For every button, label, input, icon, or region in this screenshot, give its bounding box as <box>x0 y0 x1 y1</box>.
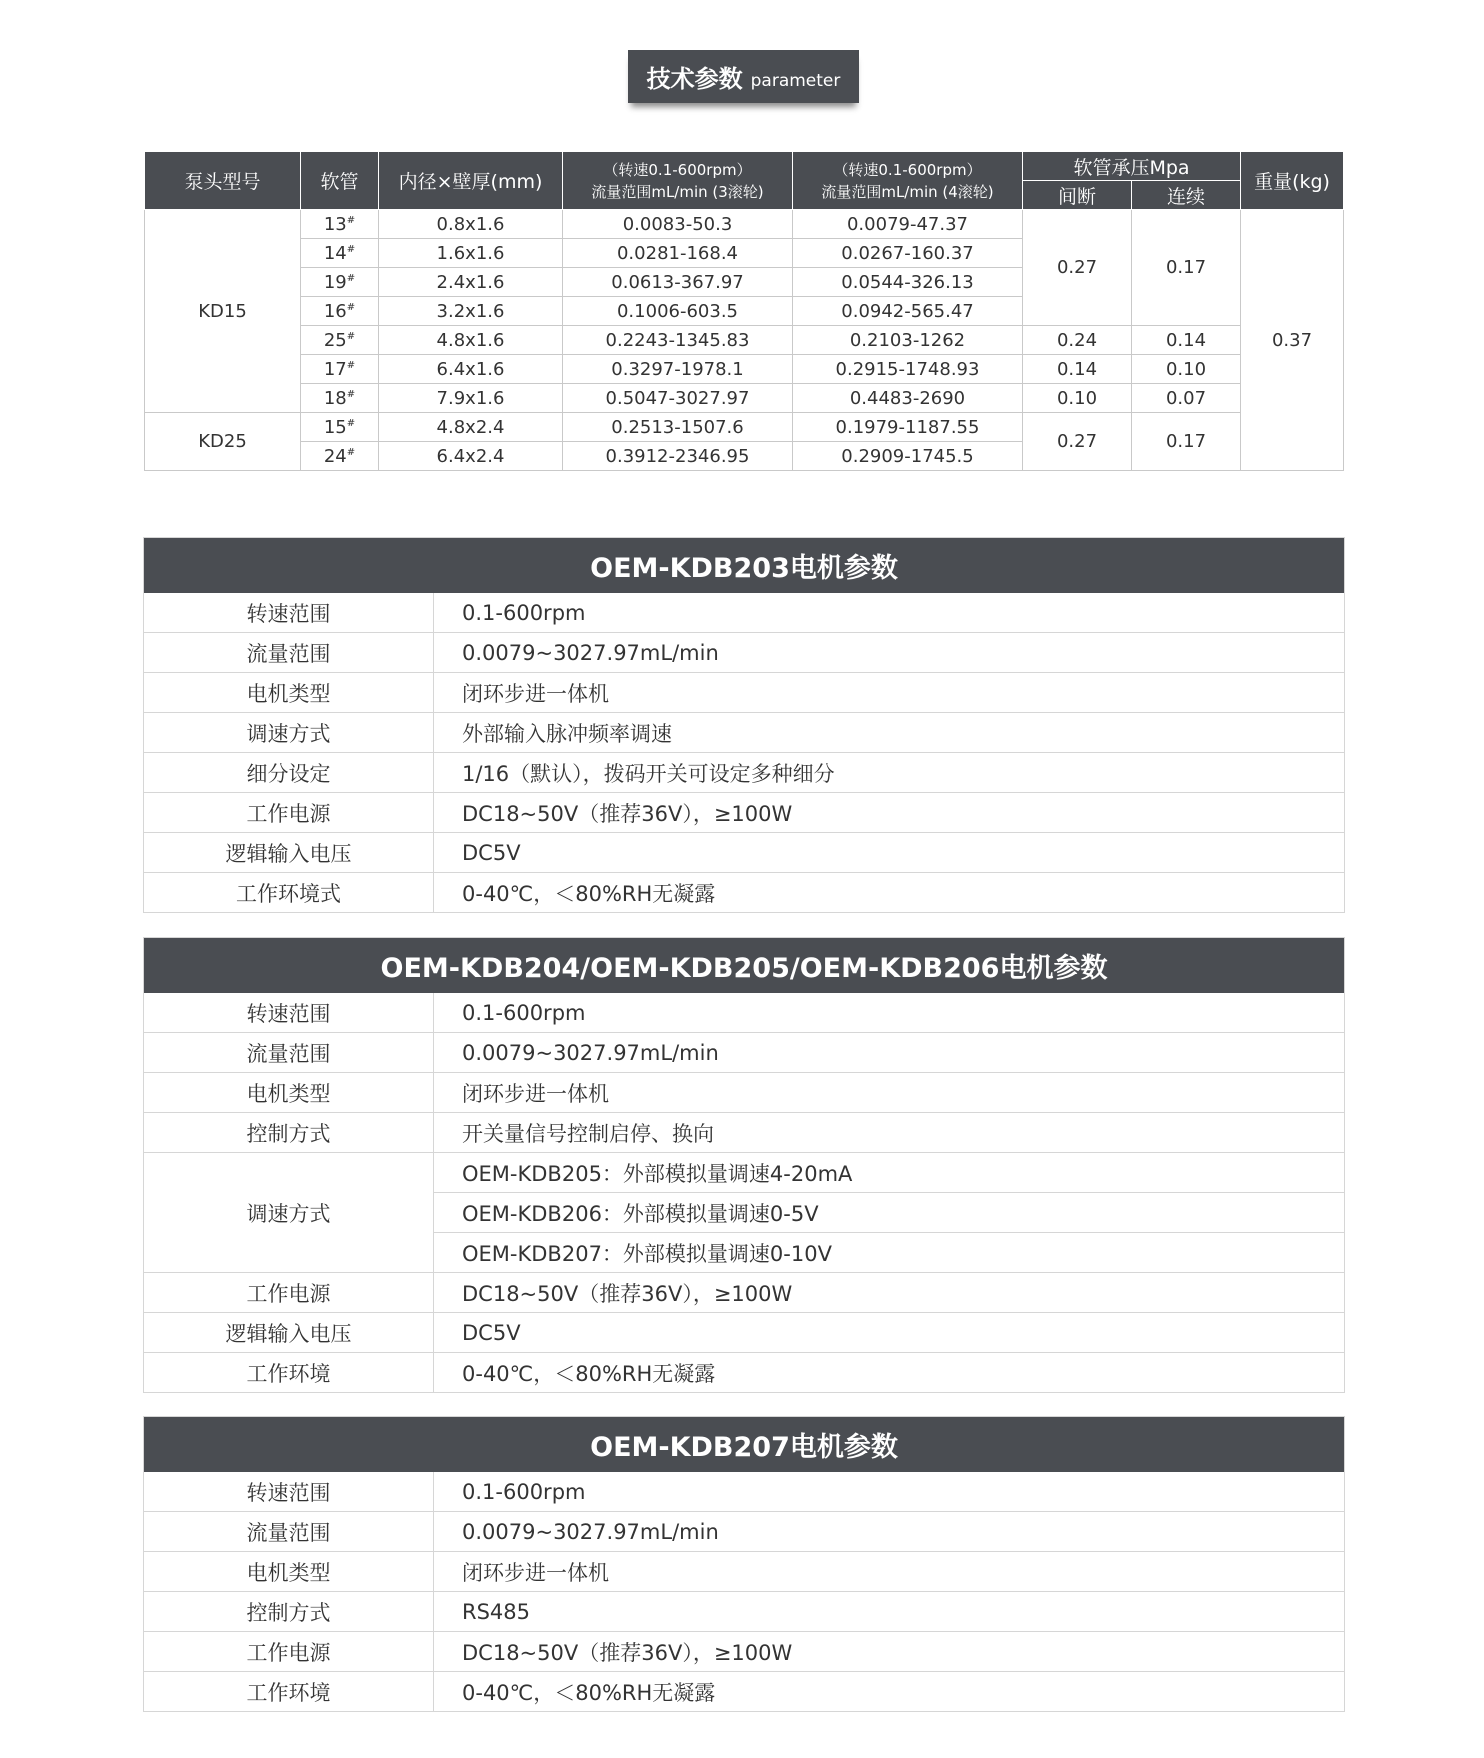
spec-row <box>144 633 1344 673</box>
flow4-cell: 0.4483-2690 <box>793 384 1023 413</box>
spec-value: 开关量信号控制启停、换向 <box>434 1113 1345 1153</box>
flow4-cell: 0.2909-1745.5 <box>793 442 1023 471</box>
spec-title: OEM-KDB207电机参数 <box>144 1417 1344 1472</box>
spec-value: 0.0079~3027.97mL/min <box>434 1512 1345 1552</box>
continuous-cell: 0.17 <box>1132 210 1241 326</box>
spec-row <box>144 1073 1344 1113</box>
dim-cell: 2.4x1.6 <box>379 268 563 297</box>
tube-cell: 15# <box>301 413 379 442</box>
flow3-cell: 0.3912-2346.95 <box>563 442 793 471</box>
spec-kdb207 <box>143 1416 1345 1712</box>
spec-value: DC5V <box>434 1313 1345 1353</box>
spec-row <box>144 1273 1344 1313</box>
spec-key: 工作电源 <box>144 1632 434 1672</box>
flow4-cell: 0.2103-1262 <box>793 326 1023 355</box>
header-dimensions: 内径×壁厚(mm) <box>379 152 563 210</box>
spec-row <box>144 873 1344 913</box>
header-flow-3-line2: 流量范围mL/min (3滚轮) <box>591 182 764 201</box>
header-intermittent: 间断 <box>1023 181 1132 210</box>
continuous-cell: 0.07 <box>1132 384 1241 413</box>
spec-row <box>144 993 1344 1033</box>
spec-row <box>144 1592 1344 1632</box>
flow3-cell: 0.2513-1507.6 <box>563 413 793 442</box>
spec-key: 转速范围 <box>144 593 434 633</box>
spec-row <box>144 1512 1344 1552</box>
pump-parameter-table <box>144 151 1344 471</box>
dim-cell: 4.8x1.6 <box>379 326 563 355</box>
spec-row <box>144 1552 1344 1592</box>
flow3-cell: 0.0083-50.3 <box>563 210 793 239</box>
tube-cell: 19# <box>301 268 379 297</box>
spec-row <box>144 793 1344 833</box>
tube-cell: 13# <box>301 210 379 239</box>
spec-key: 电机类型 <box>144 673 434 713</box>
header-continuous: 连续 <box>1132 181 1241 210</box>
spec-row <box>144 1033 1344 1073</box>
spec-row <box>144 1313 1344 1353</box>
intermittent-cell: 0.24 <box>1023 326 1132 355</box>
spec-row <box>144 713 1344 753</box>
section-title <box>628 50 859 103</box>
dim-cell: 7.9x1.6 <box>379 384 563 413</box>
table-row <box>145 210 1344 239</box>
spec-key: 流量范围 <box>144 1512 434 1552</box>
tube-cell: 16# <box>301 297 379 326</box>
flow4-cell: 0.0942-565.47 <box>793 297 1023 326</box>
flow4-cell: 0.0079-47.37 <box>793 210 1023 239</box>
spec-table <box>144 593 1344 912</box>
spec-key: 控制方式 <box>144 1113 434 1153</box>
spec-value: 0-40℃，＜80%RH无凝露 <box>434 873 1345 913</box>
spec-value: OEM-KDB207：外部模拟量调速0-10V <box>434 1233 1345 1273</box>
spec-value: DC5V <box>434 833 1345 873</box>
continuous-cell: 0.14 <box>1132 326 1241 355</box>
dim-cell: 6.4x1.6 <box>379 355 563 384</box>
spec-kdb204-206 <box>143 937 1345 1393</box>
table-row <box>145 326 1344 355</box>
pump-model-cell: KD25 <box>145 413 301 471</box>
header-pump-model: 泵头型号 <box>145 152 301 210</box>
spec-key: 逻辑输入电压 <box>144 833 434 873</box>
tube-cell: 14# <box>301 239 379 268</box>
continuous-cell: 0.10 <box>1132 355 1241 384</box>
spec-value: 0.0079~3027.97mL/min <box>434 633 1345 673</box>
spec-value: 0.1-600rpm <box>462 600 586 625</box>
intermittent-cell: 0.27 <box>1023 413 1132 471</box>
spec-value: 闭环步进一体机 <box>434 1073 1345 1113</box>
spec-value: 0.0079~3027.97mL/min <box>434 1033 1345 1073</box>
spec-key: 工作环境 <box>144 1353 434 1393</box>
spec-row <box>144 593 1344 633</box>
intermittent-cell: 0.14 <box>1023 355 1132 384</box>
spec-key: 工作环境式 <box>144 873 434 913</box>
spec-value: DC18~50V（推荐36V），≥100W <box>434 1632 1345 1672</box>
spec-title: OEM-KDB203电机参数 <box>144 538 1344 593</box>
spec-table <box>144 993 1344 1392</box>
header-pressure: 软管承压Mpa <box>1023 152 1241 181</box>
dim-cell: 0.8x1.6 <box>379 210 563 239</box>
flow4-cell: 0.1979-1187.55 <box>793 413 1023 442</box>
flow3-cell: 0.3297-1978.1 <box>563 355 793 384</box>
spec-row <box>144 833 1344 873</box>
header-flow-4-rollers <box>793 152 1023 210</box>
weight-cell: 0.37 <box>1241 210 1344 471</box>
section-title-text: 技术参数 <box>646 65 743 93</box>
spec-key: 电机类型 <box>144 1552 434 1592</box>
spec-value: DC18~50V（推荐36V），≥100W <box>434 793 1345 833</box>
spec-value: 闭环步进一体机 <box>434 673 1345 713</box>
spec-key: 转速范围 <box>144 993 434 1033</box>
spec-row <box>144 1113 1344 1153</box>
tube-cell: 25# <box>301 326 379 355</box>
spec-row <box>144 1632 1344 1672</box>
flow3-cell: 0.0613-367.97 <box>563 268 793 297</box>
spec-table <box>144 1472 1344 1711</box>
spec-key: 控制方式 <box>144 1592 434 1632</box>
header-tube: 软管 <box>301 152 379 210</box>
spec-key: 流量范围 <box>144 1033 434 1073</box>
tube-cell: 18# <box>301 384 379 413</box>
spec-row <box>144 1353 1344 1393</box>
pump-model-cell: KD15 <box>145 210 301 413</box>
intermittent-cell: 0.27 <box>1023 210 1132 326</box>
header-flow-3-line1: （转速0.1-600rpm） <box>603 160 752 179</box>
spec-value: 0-40℃，＜80%RH无凝露 <box>434 1672 1345 1712</box>
spec-value: OEM-KDB206：外部模拟量调速0-5V <box>434 1193 1345 1233</box>
spec-value: 1/16（默认），拨码开关可设定多种细分 <box>434 753 1345 793</box>
flow3-cell: 0.2243-1345.83 <box>563 326 793 355</box>
spec-key: 调速方式 <box>144 713 434 753</box>
spec-key: 工作环境 <box>144 1672 434 1712</box>
flow4-cell: 0.0267-160.37 <box>793 239 1023 268</box>
spec-row <box>144 1672 1344 1712</box>
intermittent-cell: 0.10 <box>1023 384 1132 413</box>
spec-key: 调速方式 <box>144 1153 434 1273</box>
spec-value: 闭环步进一体机 <box>434 1552 1345 1592</box>
spec-key: 工作电源 <box>144 793 434 833</box>
dim-cell: 3.2x1.6 <box>379 297 563 326</box>
spec-value: 0.1-600rpm <box>462 1000 586 1025</box>
table-row <box>145 413 1344 442</box>
continuous-cell: 0.17 <box>1132 413 1241 471</box>
dim-cell: 1.6x1.6 <box>379 239 563 268</box>
spec-value: 外部输入脉冲频率调速 <box>434 713 1345 753</box>
spec-row <box>144 1472 1344 1512</box>
section-title-subtitle: parameter <box>750 71 841 91</box>
spec-value: DC18~50V（推荐36V），≥100W <box>434 1273 1345 1313</box>
dim-cell: 4.8x2.4 <box>379 413 563 442</box>
spec-key: 转速范围 <box>144 1472 434 1512</box>
spec-key: 工作电源 <box>144 1273 434 1313</box>
header-flow-4-line2: 流量范围mL/min (4滚轮) <box>821 182 994 201</box>
flow4-cell: 0.2915-1748.93 <box>793 355 1023 384</box>
spec-key: 流量范围 <box>144 633 434 673</box>
table-row <box>145 384 1344 413</box>
spec-title: OEM-KDB204/OEM-KDB205/OEM-KDB206电机参数 <box>144 938 1344 993</box>
spec-row <box>144 673 1344 713</box>
flow3-cell: 0.5047-3027.97 <box>563 384 793 413</box>
spec-value: 0-40℃，＜80%RH无凝露 <box>434 1353 1345 1393</box>
spec-key: 逻辑输入电压 <box>144 1313 434 1353</box>
spec-key: 电机类型 <box>144 1073 434 1113</box>
flow3-cell: 0.0281-168.4 <box>563 239 793 268</box>
table-row <box>145 355 1344 384</box>
flow4-cell: 0.0544-326.13 <box>793 268 1023 297</box>
header-weight: 重量(kg) <box>1241 152 1344 210</box>
spec-kdb203 <box>143 537 1345 913</box>
flow3-cell: 0.1006-603.5 <box>563 297 793 326</box>
spec-value: 0.1-600rpm <box>462 1479 586 1504</box>
spec-value: RS485 <box>434 1592 1345 1632</box>
tube-cell: 24# <box>301 442 379 471</box>
spec-row <box>144 753 1344 793</box>
section-title-badge <box>628 50 859 108</box>
spec-row <box>144 1153 1344 1193</box>
header-flow-3-rollers <box>563 152 793 210</box>
spec-value: OEM-KDB205：外部模拟量调速4-20mA <box>434 1153 1345 1193</box>
tube-cell: 17# <box>301 355 379 384</box>
header-flow-4-line1: （转速0.1-600rpm） <box>833 160 982 179</box>
dim-cell: 6.4x2.4 <box>379 442 563 471</box>
spec-key: 细分设定 <box>144 753 434 793</box>
